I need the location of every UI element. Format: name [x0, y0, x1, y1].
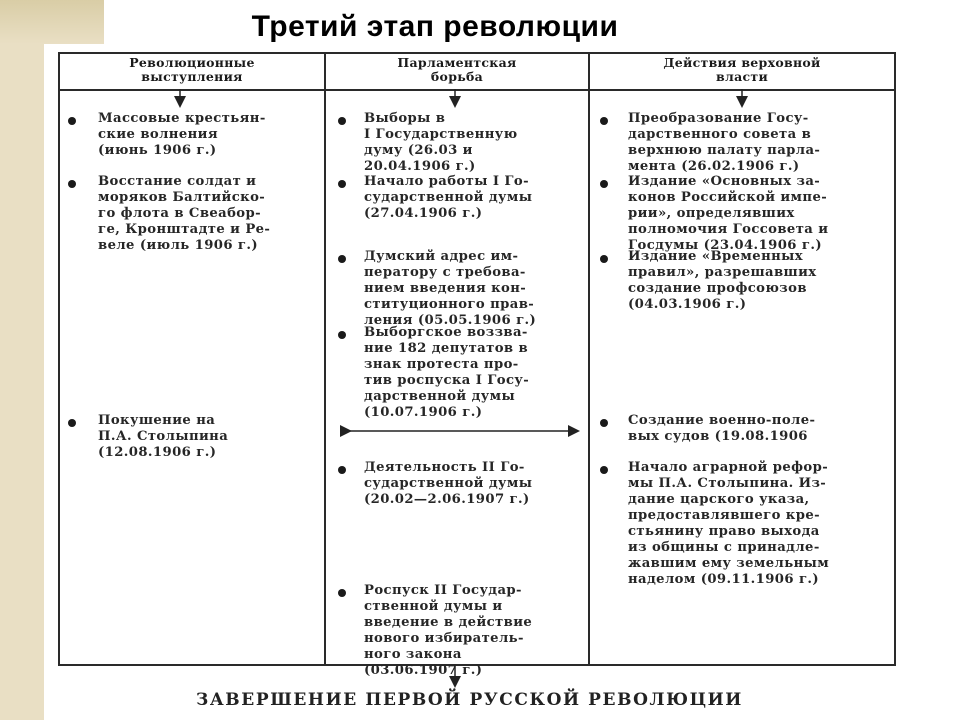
event-temporary-rules: Издание «Временных правил», разрешавших создание профсоюзов (04.03.1906 г.): [628, 249, 817, 312]
event-duma-address: Думский адрес им- ператору с требова- нием введения кон- ституционного прав- ления (05.05.1906 г.): [364, 249, 537, 328]
event-duma-elections: Выборы в I Государственную думу (26.03 и 20.04.1906 г.): [364, 111, 518, 174]
event-fundamental-laws: Издание «Основных за- конов Российской импе- рии», определявших полномочия Госсовета и Госдумы (23.04.1906 г.): [628, 174, 829, 253]
event-second-duma: Деятельность II Го- сударственной думы (20.02—2.06.1907 г.): [364, 460, 533, 507]
event-peasant-unrest: Массовые крестьян- ские волнения (июнь 1906 г.): [98, 111, 266, 158]
conclusion-banner: ЗАВЕРШЕНИЕ ПЕРВОЙ РУССКОЙ РЕВОЛЮЦИИ: [196, 690, 743, 710]
event-baltic-uprising: Восстание солдат и моряков Балтийско- го флота в Свеабор- ге, Кронштадте и Ре- веле (июль 1906 г.): [98, 174, 271, 253]
slide-title: Третий этап революции: [251, 10, 619, 43]
event-vyborg-appeal: Выборгское воззва- ние 182 депутатов в знак протеста про- тив роспуска I Госу- дарственной думы (10.07.1906 г.): [364, 325, 530, 420]
event-agrarian-reform: Начало аграрной рефор- мы П.А. Столыпина. Из- дание царского указа, предоставлявшего кре- стьянину право выхода из общины с принадле- жавшим ему земельным наделом (09.11.1906 г.): [628, 460, 830, 587]
column-header-authority: Действия верховной власти: [663, 55, 821, 84]
column-header-revolutionary: Революционные выступления: [129, 55, 255, 84]
event-state-council-reform: Преобразование Госу- дарственного совета в верхнюю палату парла- мента (26.02.1906 г.): [628, 111, 821, 174]
column-header-parliament: Парламентская борьба: [397, 55, 517, 84]
event-field-courts: Создание военно-поле- вых судов (19.08.1906: [628, 413, 816, 444]
event-second-duma-dissolution: Роспуск II Государ- ственной думы и введение в действие нового избиратель- ного закона (03.06.1907 г.): [364, 583, 533, 678]
event-duma-start: Начало работы I Го- сударственной думы (27.04.1906 г.): [364, 174, 533, 221]
event-stolypin-attempt: Покушение на П.А. Столыпина (12.08.1906 г.): [98, 413, 229, 460]
